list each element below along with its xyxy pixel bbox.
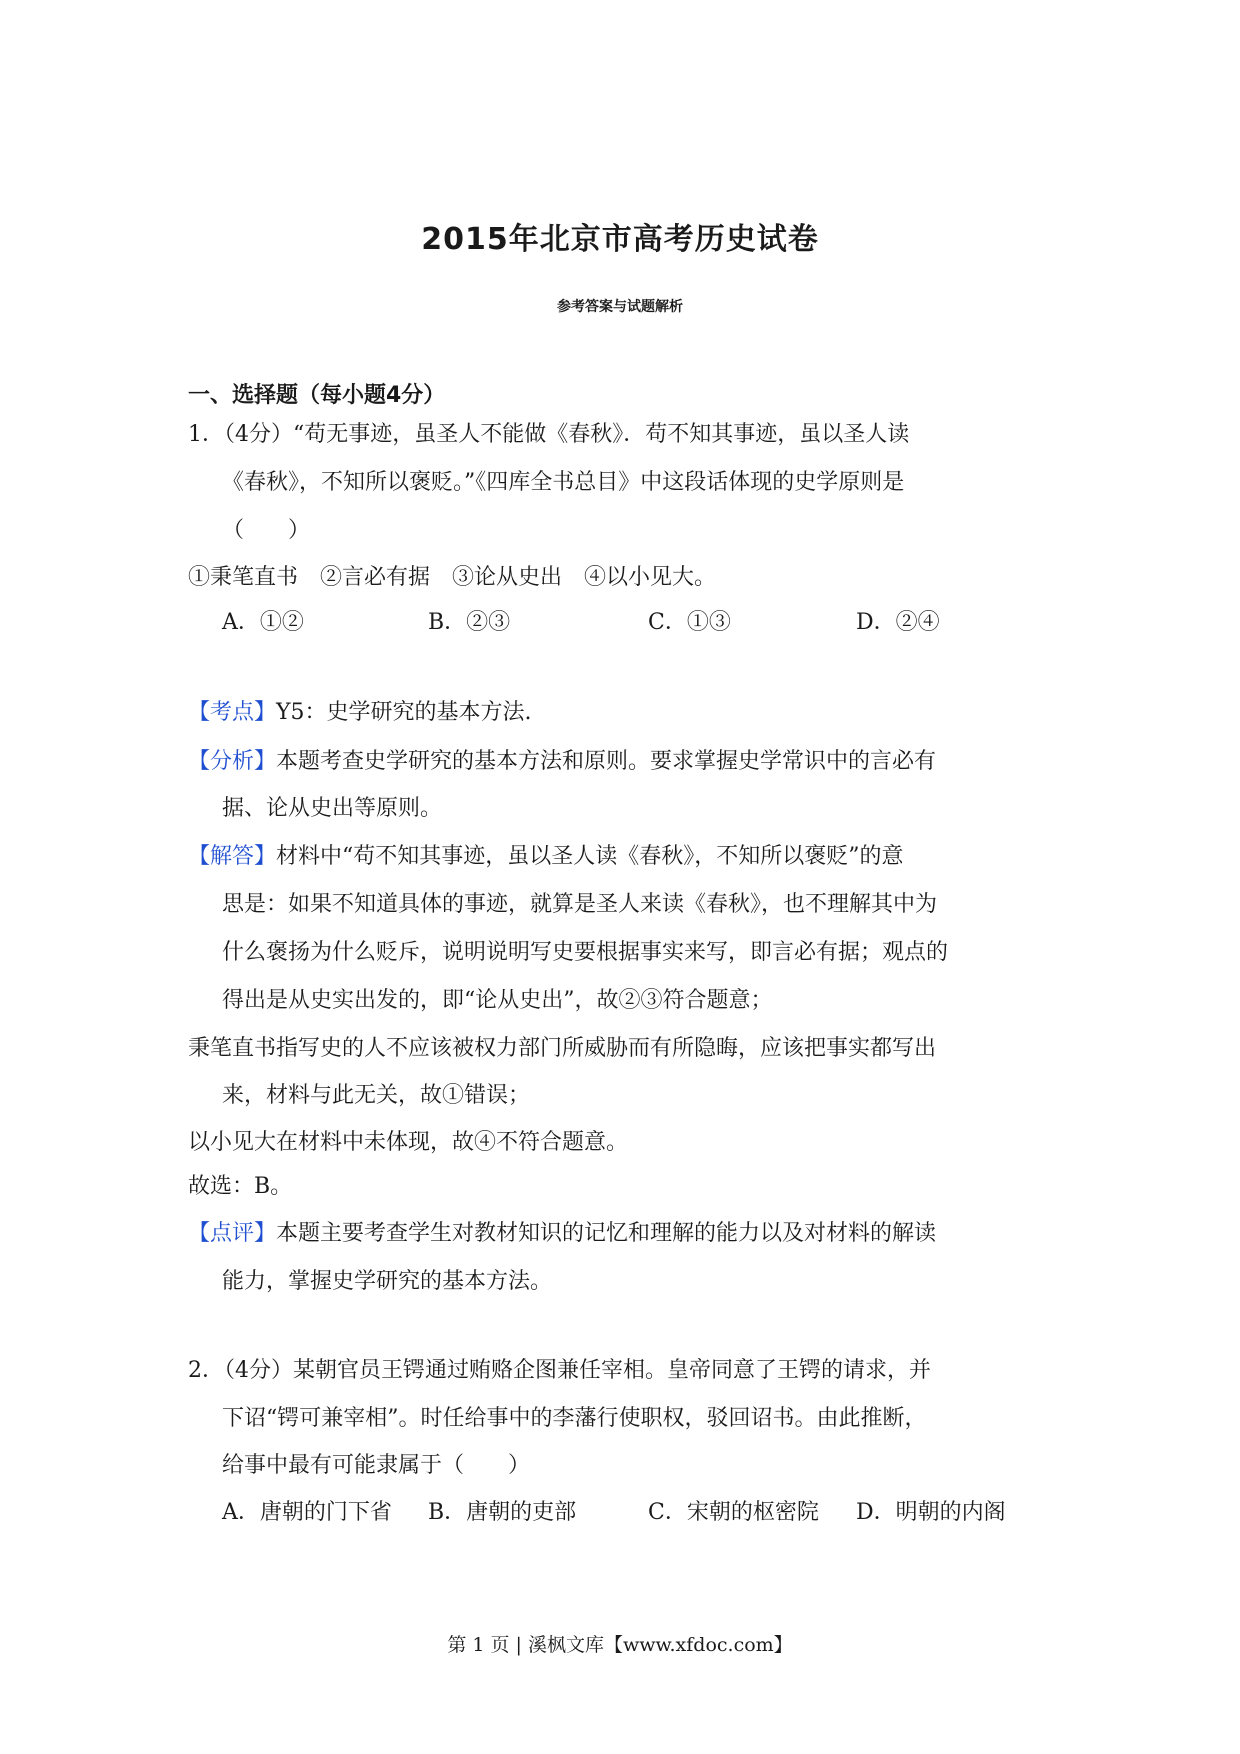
fenxi-tag: 【分析】 [188,749,277,774]
q1-option-c: C．①③ [648,610,731,635]
dianping-text-1: 本题主要考查学生对教材知识的记忆和理解的能力以及对材料的解读 [276,1221,937,1246]
q1-option-a: A．①② [222,610,304,635]
kaodian-tag: 【考点】 [188,700,277,725]
q2-option-a: A．唐朝的门下省 [222,1500,392,1525]
q1-jieda-line-4: 得出是从史实出发的，即“论从史出”，故②③符合题意； [222,988,773,1013]
q1-stem-line-2: 《春秋》，不知所以褒贬。”《四库全书总目》中这段话体现的史学原则是 [222,470,905,495]
q2-option-b: B．唐朝的吏部 [428,1500,577,1525]
q2-option-d: D．明朝的内阁 [856,1500,1006,1525]
fenxi-text-1: 本题考查史学研究的基本方法和原则。要求掌握史学常识中的言必有 [276,749,937,774]
q1-jieda-line-2: 思是：如果不知道具体的事迹，就算是圣人来读《春秋》，也不理解其中为 [222,892,938,917]
q1-stem-line-3: （ ） [222,518,311,543]
page-subtitle: 参考答案与试题解析 [557,299,683,315]
dianping-tag: 【点评】 [188,1221,277,1246]
q1-jieda-line-8: 故选：B。 [188,1174,293,1199]
q1-stem-line-1: 1．（4分）“苟无事迹，虽圣人不能做《春秋》．苟不知其事迹，虽以圣人读 [188,422,910,447]
q1-option-b: B．②③ [428,610,511,635]
q1-option-d: D．②④ [856,610,940,635]
kaodian-text: Y5：史学研究的基本方法. [276,700,532,725]
q2-stem-line-2: 下诏“锷可兼宰相”。时任给事中的李藩行使职权，驳回诏书。由此推断， [222,1406,927,1431]
q1-fenxi-line-2: 据、论从史出等原则。 [222,796,443,821]
q1-items: ①秉笔直书 ②言必有据 ③论从史出 ④以小见大。 [188,565,717,590]
q1-jieda-line-3: 什么褒扬为什么贬斥，说明说明写史要根据事实来写，即言必有据；观点的 [222,940,949,965]
q2-option-c: C．宋朝的枢密院 [648,1500,819,1525]
page-footer: 第 1 页 | 溪枫文库【www.xfdoc.com】 [447,1634,793,1656]
q1-jieda-line-5: 秉笔直书指写史的人不应该被权力部门所威胁而有所隐晦，应该把事实都写出 [188,1036,937,1061]
jieda-tag: 【解答】 [188,844,277,869]
q1-jieda-line-7: 以小见大在材料中未体现，故④不符合题意。 [188,1130,629,1155]
q2-stem-line-1: 2．（4分）某朝官员王锷通过贿赂企图兼任宰相。皇帝同意了王锷的请求，并 [188,1358,931,1383]
q1-dianping-line-1 [188,1219,936,1249]
q1-jieda-line-6: 来，材料与此无关，故①错误； [222,1083,531,1108]
page-title: 2015年北京市高考历史试卷 [421,222,819,257]
jieda-text-1: 材料中“苟不知其事迹，虽以圣人读《春秋》，不知所以褒贬”的意 [276,844,904,869]
q1-fenxi-line-1 [188,747,936,777]
q1-kaodian [188,698,532,728]
q1-jieda-line-1 [188,842,904,872]
q2-stem-line-3: 给事中最有可能隶属于（ ） [222,1453,531,1478]
q1-dianping-line-2: 能力，掌握史学研究的基本方法。 [222,1269,553,1294]
section-heading: 一、选择题（每小题4分） [188,383,446,408]
